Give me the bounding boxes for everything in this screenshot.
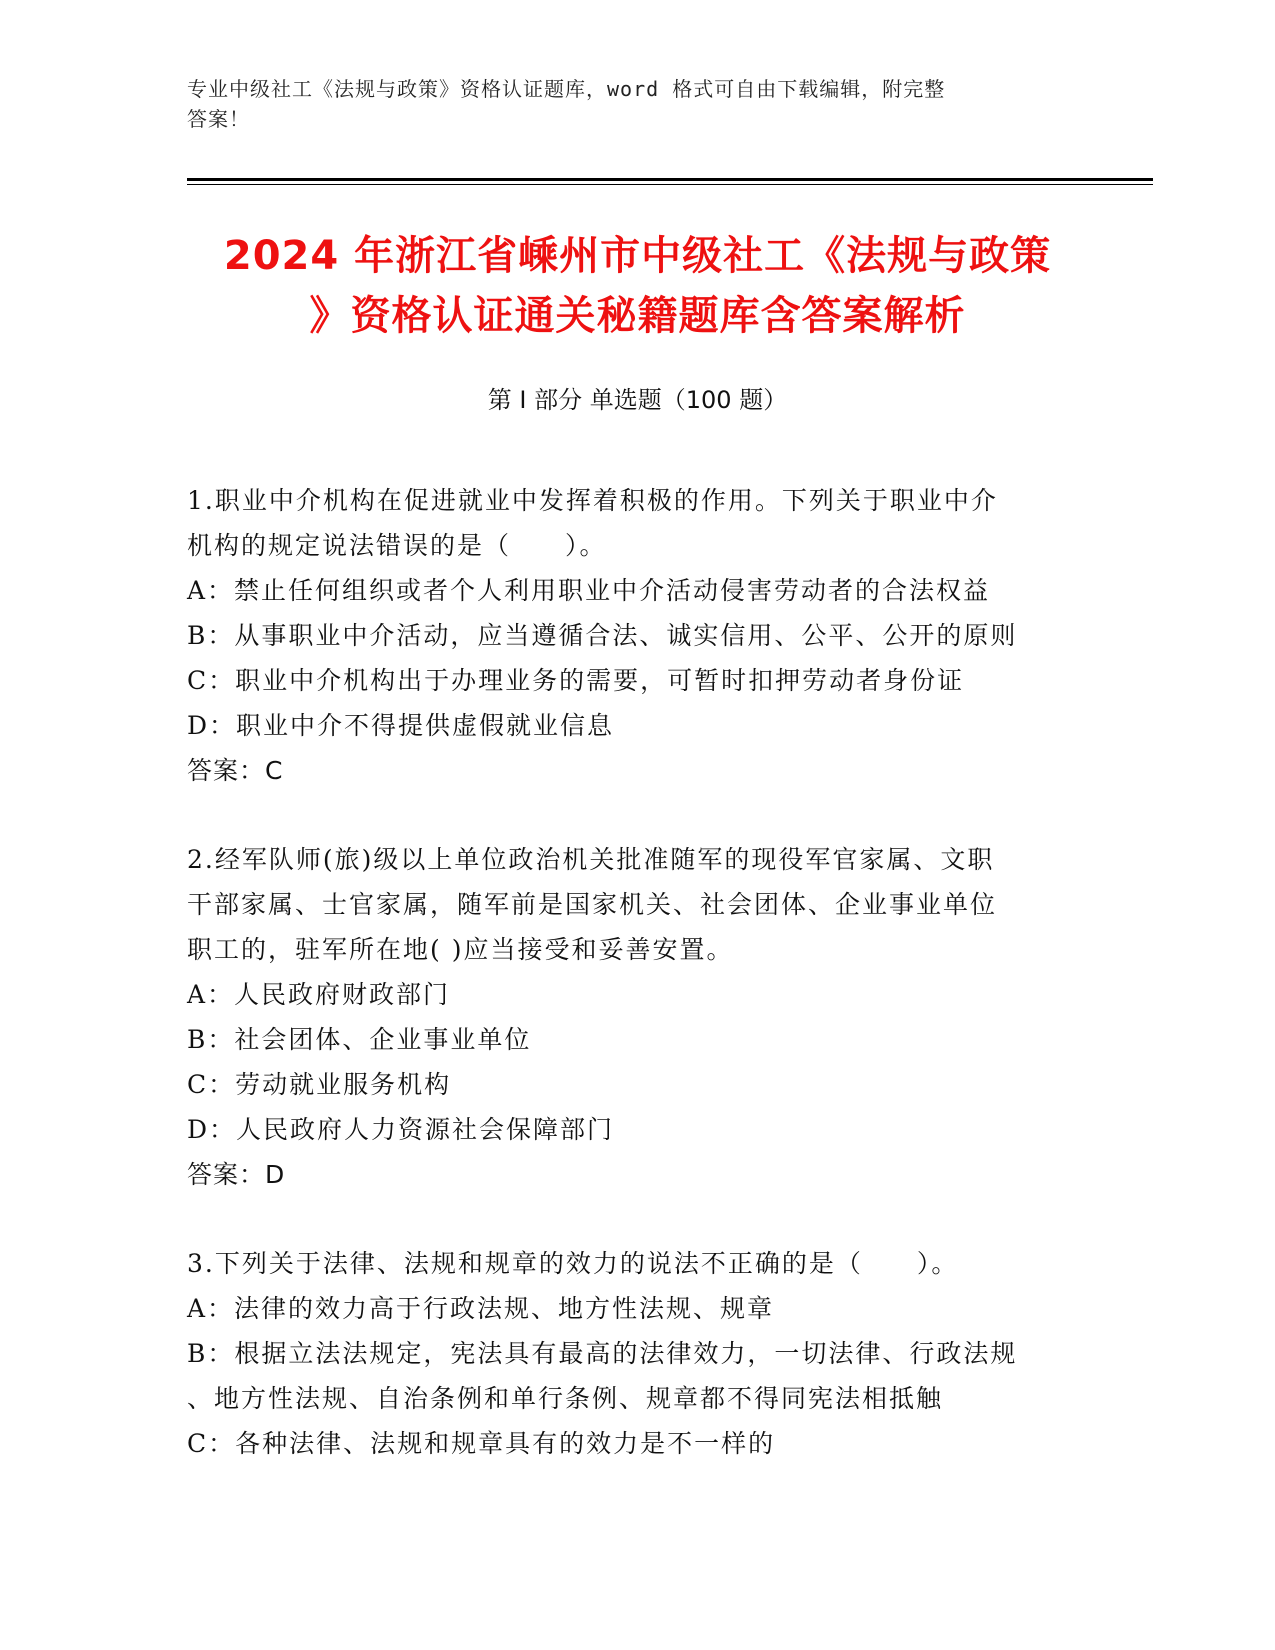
header-divider [187,178,1153,181]
option-d: D：职业中介不得提供虚假就业信息 [187,711,615,740]
question-stem: 3.下列关于法律、法规和规章的效力的说法不正确的是（ ）。 [187,1249,959,1278]
option-c: C：各种法律、法规和规章具有的效力是不一样的 [187,1429,776,1458]
answer: 答案：C [187,756,284,785]
option-b-continued: 、地方性法规、自治条例和单行条例、规章都不得同宪法相抵触 [187,1384,944,1413]
document-title-line: 2024 年浙江省嵊州市中级社工《法规与政策 [223,233,1052,279]
option-a: A：法律的效力高于行政法规、地方性法规、规章 [187,1294,775,1323]
option-d: D：人民政府人力资源社会保障部门 [187,1115,615,1144]
section-title: 第 I 部分 单选题（100 题） [487,386,788,414]
document-title-line: 》资格认证通关秘籍题库含答案解析 [309,293,966,339]
document-title [150,226,1125,346]
option-a: A：禁止任何组织或者个人利用职业中介活动侵害劳动者的合法权益 [187,576,991,605]
question-list [187,478,1087,1510]
question-stem: 1.职业中介机构在促进就业中发挥着积极的作用。下列关于职业中介 [187,486,998,515]
header-note-line: 专业中级社工《法规与政策》资格认证题库，word 格式可自由下载编辑，附完整 [187,77,946,101]
header-note [187,74,1067,134]
option-b: B：从事职业中介活动，应当遵循合法、诚实信用、公平、公开的原则 [187,621,1018,650]
option-c: C：职业中介机构出于办理业务的需要，可暂时扣押劳动者身份证 [187,666,965,695]
option-b: B：根据立法法规定，宪法具有最高的法律效力，一切法律、行政法规 [187,1339,1018,1368]
header-divider [187,184,1153,185]
answer: 答案：D [187,1160,286,1189]
question-stem: 2.经军队师(旅)级以上单位政治机关批准随军的现役军官家属、文职 [187,845,995,874]
option-c: C：劳动就业服务机构 [187,1070,452,1099]
question-stem: 干部家属、士官家属，随军前是国家机关、社会团体、企业事业单位 [187,890,998,919]
question-2 [187,837,1087,1197]
question-3 [187,1241,1087,1466]
header-note-line: 答案！ [187,107,250,131]
question-stem: 机构的规定说法错误的是（ ）。 [187,531,607,560]
option-b: B：社会团体、企业事业单位 [187,1025,532,1054]
question-stem: 职工的，驻军所在地( )应当接受和妥善安置。 [187,935,734,964]
question-1 [187,478,1087,793]
option-a: A：人民政府财政部门 [187,980,451,1009]
